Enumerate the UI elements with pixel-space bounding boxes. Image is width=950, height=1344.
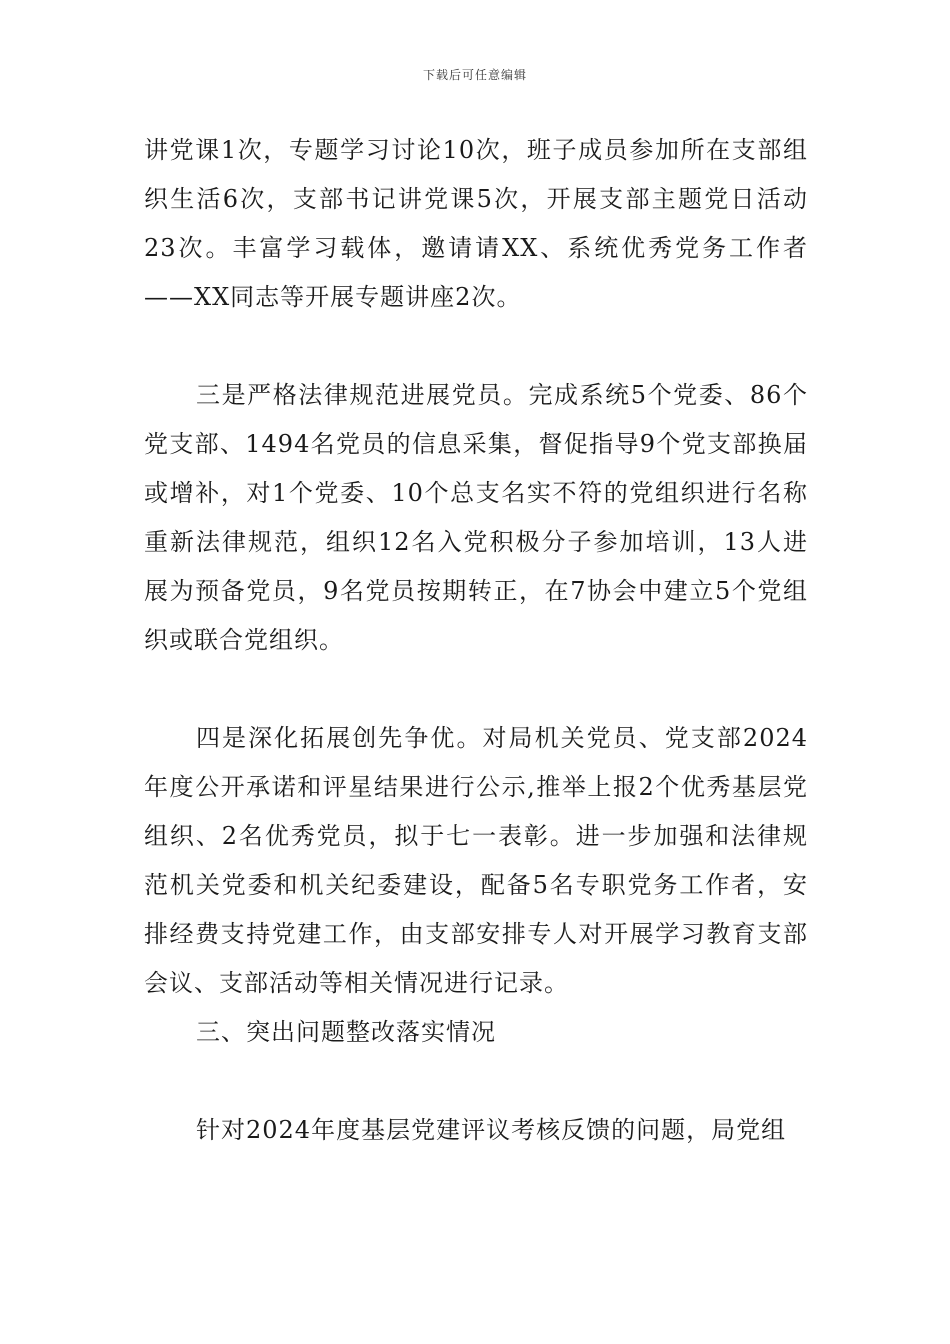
paragraph-four: 四是深化拓展创先争优。对局机关党员、党支部2024年度公开承诺和评星结果进行公示,推举上报2个优秀基层党组织、2名优秀党员，拟于七一表彰。进一步加强和法律规范机关党委和机关纪委建设，配备5名专职党务工作者，安排经费支持党建工作，由支部安排专人对开展学习教育支部会议、支部活动等相关情况进行记录。 <box>144 724 808 997</box>
document-body <box>144 126 808 1155</box>
paragraph-three: 三是严格法律规范进展党员。完成系统5个党委、86个党支部、1494名党员的信息采集，督促指导9个党支部换届或增补，对1个党委、10个总支名实不符的党组织进行名称重新法律规范，组织12名入党积极分子参加培训，13人进展为预备党员，9名党员按期转正，在7协会中建立5个党组织或联合党组织。 <box>144 381 808 654</box>
paragraph-last: 针对2024年度基层党建评议考核反馈的问题，局党组 <box>196 1116 787 1144</box>
header-note: 下载后可任意编辑 <box>422 68 527 82</box>
section-heading: 三、突出问题整改落实情况 <box>196 1018 496 1046</box>
paragraph-continued: 讲党课1次，专题学习讨论10次，班子成员参加所在支部组织生活6次，支部书记讲党课5次，开展支部主题党日活动23次。丰富学习载体，邀请请XX、系统优秀党务工作者——XX同志等开展专题讲座2次。 <box>144 136 808 311</box>
